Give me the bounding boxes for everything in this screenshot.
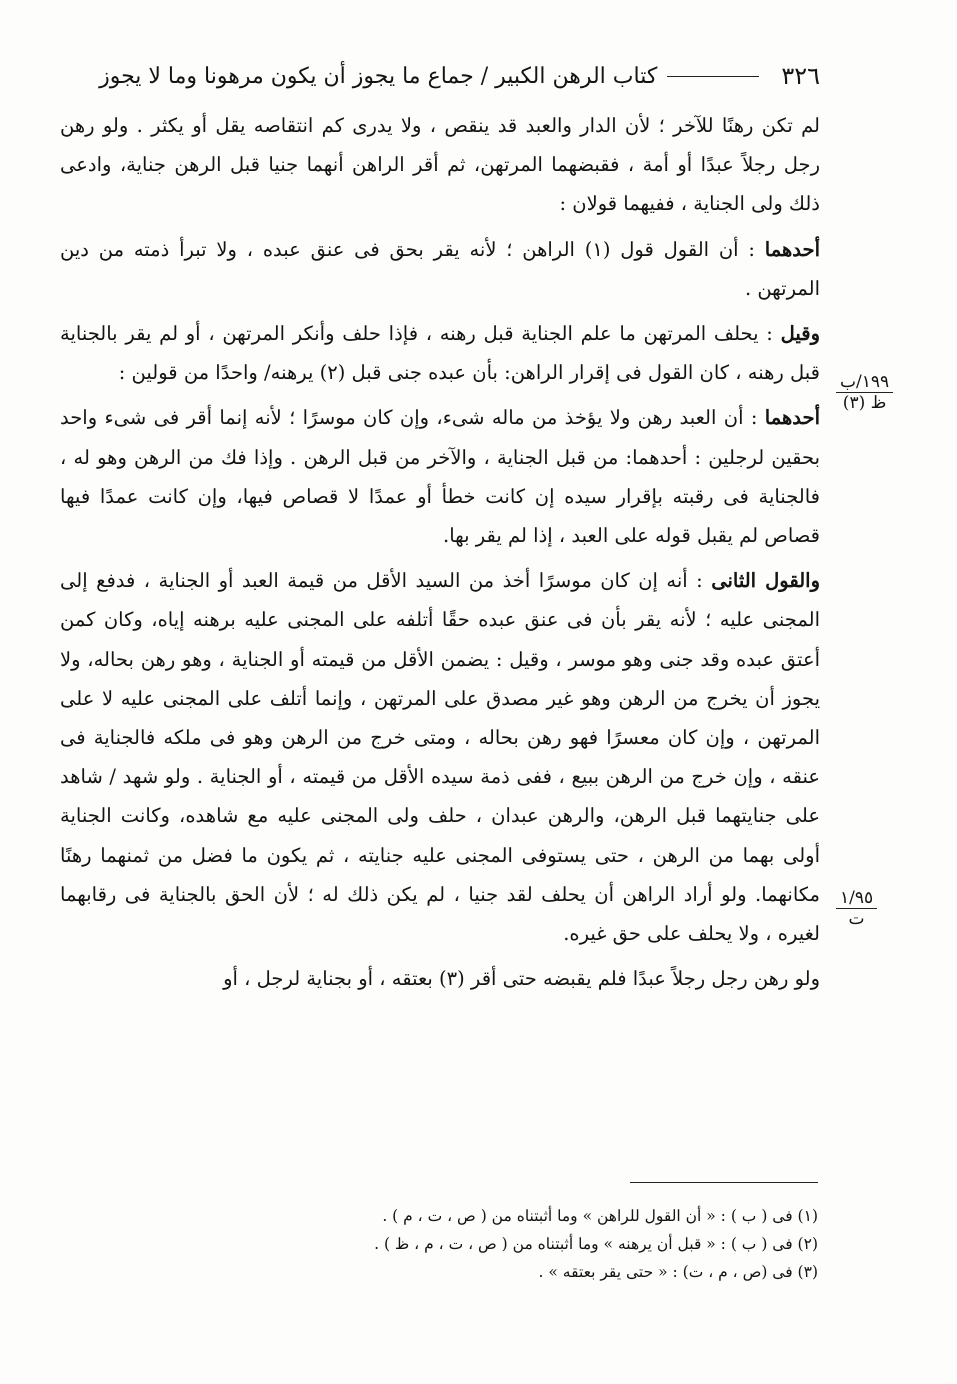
paragraph [60,314,820,392]
paragraph-text: ولو رهن رجل رجلاً عبدًا فلم يقبضه حتى أقر (٣) بعتقه ، أو بجناية لرجل ، أو [223,967,820,991]
main-text [60,106,820,998]
footnote: (١) فى ( ب ) : « أن القول للراهن » وما أثبتناه من ( ص ، ت ، م ) . [382,1207,818,1225]
margin-note [836,888,877,929]
paragraph-lead: وقيل [780,322,820,346]
footnotes [300,1202,818,1286]
paragraph-text: لم تكن رهنًا للآخر ؛ لأن الدار والعبد قد ينقص ، ولا يدرى كم انتقاصه يقل أو يكثر . ولو رهن رجل رجلاً عبدًا أو أمة ، فقبضهما المرتهن، ثم أقر الراهن أنهما جنيا قبل الرهن جناية، وادعى ذلك ولى الجناية ، ففيهما قولان : [60,114,820,216]
paragraph-lead: أحدهما [764,406,820,430]
margin-note-manuscript: ظ (٣) [842,393,887,413]
margin-note-manuscript: ت [848,909,865,929]
paragraph-text: : أنه إن كان موسرًا أخذ من السيد الأقل من قيمة العبد أو الجناية ، فدفع إلى المجنى عليه ؛ لأنه يقر بأن فى عنق عبده حقًا أتلفه على المجنى عليه برهنه إياه، وكان كمن أعتق عبده وقد جنى وهو موسر ، وقيل : يضمن الأقل من قيمته أو الجناية ، وهو رهن بحاله، ولا يجوز أن يخرج من الرهن وهو غير مصدق على المرتهن ، وإنما أتلف على المجنى عليه لا على المرتهن ، وإن كان معسرًا فهو رهن بحاله ، ومتى خرج من الرهن وهو فى ملكه فالجناية فى عنقه ، وإن خرج من الرهن ببيع ، ففى ذمة سيده الأقل من قيمته ، أو الجناية . ولو شهد / شاهد على جنايتهما قبل الرهن، والرهن عبدان ، حلف ولى المجنى عليه مع شاهده، وكانت الجناية أولى بهما من الرهن ، حتى يستوفى المجنى عليه جنايته ، ثم يكون ما فضل من ثمنهما رهنًا مكانهما. ولو أراد الراهن أن يحلف لقد جنيا ، لم يكن ذلك له ؛ لأن الحق بالجناية فى رقابهما لغيره ، ولا يحلف على حق غيره. [60,569,820,946]
paragraph [60,106,820,224]
paragraph-lead: أحدهما [764,237,820,261]
paragraph [60,398,820,555]
running-title: كتاب الرهن الكبير / جماع ما يجوز أن يكون مرهونا وما لا يجوز [99,63,658,89]
paragraph-text: : أن القول قول (١) الراهن ؛ لأنه يقر بحق فى عنق عبده ، ولا تبرأ ذمته من دين المرتهن . [60,237,820,300]
paragraph-text: : يحلف المرتهن ما علم الجناية قبل رهنه ، فإذا حلف وأنكر المرتهن ، أو لم يقر بالجناية قبل رهنه ، كان القول فى إقرار الراهن: بأن عبده جنى قبل (٢) يرهنه/ واحدًا من قولين : [60,322,820,385]
margin-note [836,372,893,413]
header-rule [667,76,759,77]
footnote-rule [630,1182,818,1183]
footnote: (٣) فى (ص ، م ، ت) : « حتى يقر بعتقه » . [538,1263,818,1281]
paragraph-lead: والقول الثانى [711,569,821,593]
margin-note-folio: ١٩٩/ب [836,372,893,393]
paragraph [60,959,820,998]
page-header [60,58,820,94]
paragraph [60,561,820,953]
paragraph [60,230,820,308]
paragraph-text: : أن العبد رهن ولا يؤخذ من ماله شىء، وإن كان موسرًا ؛ لأنه إنما أقر فى شىء واحد بحقين لرجلين : أحدهما: من قبل الجناية ، والآخر من قبل الرهن . وإذا فك من الرهن وهو له ، فالجناية فى رقبته بإقرار سيده إن كانت خطأ أو عمدًا لا قصاص فيها، وإن كانت عمدًا فيها قصاص لم يقبل قوله على العبد ، إذا لم يقر بها. [60,406,820,548]
footnote: (٢) فى ( ب ) : « قبل أن يرهنه » وما أثبتناه من ( ص ، ت ، م ، ظ ) . [374,1235,818,1253]
margin-note-folio: ١/٩٥ [836,888,877,909]
page-number: ٣٢٦ [781,62,820,90]
